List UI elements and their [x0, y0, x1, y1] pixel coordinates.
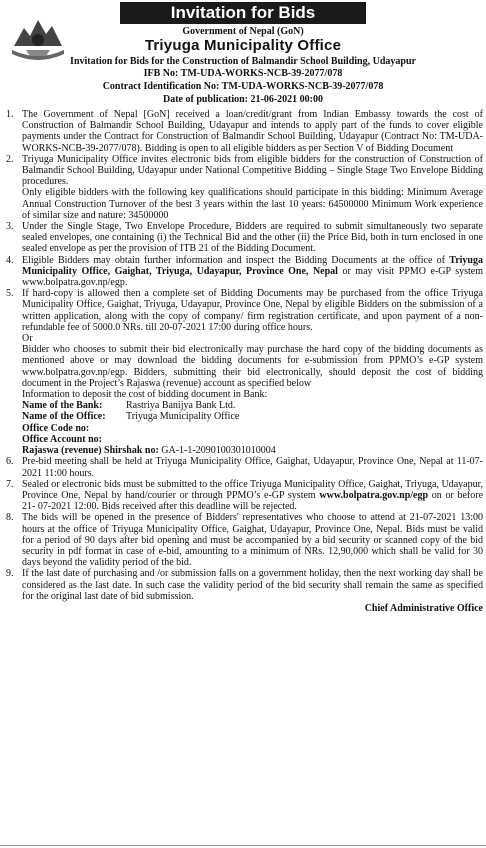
government-line: Government of Nepal (GoN) [182, 26, 304, 37]
item-number: 4. [6, 254, 14, 266]
item-text [22, 479, 483, 513]
item-number: 2. [6, 153, 14, 165]
list-item [6, 288, 483, 456]
list-item [6, 512, 483, 568]
subject-line: Invitation for Bids for the Construction of Balmandir School Building, Udayapur [70, 56, 416, 67]
item-text [22, 255, 483, 289]
item-text-part: on or before 21- 07-2021 12:00. Bids received after this deadline will be rejected. [22, 489, 484, 513]
item-text-part: or may visit PPMO e-GP system www.bolpatra.gov.np/egp. [22, 265, 483, 289]
item-number: 3. [6, 221, 14, 233]
bank-name-row [22, 400, 483, 411]
item-text: The bids will be opened in the presence of Bidders' representatives who choose to attend at 21-07-2021 13:00 hours at the office of Triyuga Municipality Office, Gaighat, Udayapur, Province One, Nepal. Bids must be valid for a period of 90 days after bid opening and must be accompanied by a bid security or scanned copy of the bid security in pdf format in case of e-bid, amounting to a minimum of NRs. 12,90,000 which shall be valid for 30 days beyond the validity period of the bid. [22, 512, 483, 569]
office-name-value: Triyuga Municipality Office [126, 411, 240, 423]
list-item [6, 109, 483, 154]
rajaswa-row [22, 445, 483, 456]
item-text: If hard-copy is allowed then a complete set of Bidding Documents may be purchased from the office Triyuga Municipality Office, Gaighat, Triyuga, Udayapur, Province One, Nepal by eligible Bidders on the submission of a written application, along with the copy of company/ firm registration certificate, and upon payment of a non- refundable fee of 5000.0 NRs. till 20-07-2021 17:00 during office hours. [22, 288, 483, 333]
list-item [6, 568, 483, 602]
list-item [6, 255, 483, 289]
rajaswa-value: GA-1-1-2090100301010004 [158, 445, 276, 457]
list-item [6, 221, 483, 255]
office-code-label: Office Code no: [22, 422, 90, 434]
office-address: Triyuga Municipality Office, Gaighat, Triyuga, Udayapur, Province One, Nepal [22, 254, 483, 277]
egp-link[interactable]: www.bolpatra.gov.np/egp [319, 489, 429, 501]
signature: Chief Administrative Office [364, 602, 483, 614]
bank-name-value: Rastriya Banijya Bank Ltd. [126, 400, 236, 412]
office-name-label: Name of the Office: [22, 411, 106, 423]
item-text: Under the Single Stage, Two Envelope Procedure, Bidders are required to submit simultaneously two separate sealed envelopes, one containing (i) the Technical Bid and the other (ii) the Price Bid, both in turn enclosed in one sealed envelope as per the provision of ITB 21 of the Bidding Document. [22, 221, 483, 255]
item-text-part: Sealed or electronic bids must be submitted to the office Triyuga Municipality Office, Gaighat, Triyuga, Udayapur, Province One, Nepal by hand/courier or through PPMO’s e-GP system [22, 478, 483, 501]
bank-info-heading: Information to deposit the cost of bidding document in Bank: [22, 389, 268, 401]
rajaswa-label: Rajaswa (revenue) Shirshak no: [22, 445, 159, 457]
list-item [6, 479, 483, 513]
notice-body [6, 109, 483, 614]
item-text-part: Eligible Bidders may obtain further information and inspect the Bidding Documents at the office of [22, 254, 450, 266]
contract-id: Contract Identification No: TM-UDA-WORKS-NCB-39-2077/078 [102, 81, 384, 92]
item-text: If the last date of purchasing and /or submission falls on a government holiday, then the next working day shall be considered as the last date. In such case the validity period of the bid security shall remain the same as specified for the original last date of bid submission. [22, 568, 483, 602]
ifb-number: IFB No: TM-UDA-WORKS-NCB-39-2077/078 [143, 68, 343, 79]
office-title: Triyuga Municipality Office [144, 37, 342, 54]
banner-title: Invitation for Bids [120, 2, 366, 24]
item-text: Bidder who chooses to submit their bid electronically may purchase the hard copy of the bidding documents as mentioned above or may download the bidding documents for e-submission from PPMO’s e-GP system www.bolpatra.gov.np/egp. Bidders, submitting their bid electronically, should deposit the cost of bidding document in the Project’s Rajaswa (revenue) account as specified below [22, 344, 483, 389]
item-number: 7. [6, 478, 14, 490]
item-number: 8. [6, 512, 14, 524]
item-text: Only eligible bidders with the following key qualifications should participate in this bidding: Minimum Average Annual Construction Turnover of the best 3 years within the last 10 years: 64500000 Minimum Work experience of similar size and nature: 34500000 [22, 187, 483, 221]
item-number: 5. [6, 288, 14, 300]
item-number: 9. [6, 568, 14, 580]
item-text: Triyuga Municipality Office invites electronic bids from eligible bidders for the construction of Construction of Balmandir School Building, Udayapur under National Competitive Bidding – Single Stage Two Envelope Bidding procedures. [22, 153, 483, 188]
bottom-divider [0, 845, 486, 846]
account-label: Office Account no: [22, 433, 102, 445]
item-text: The Government of Nepal [GoN] received a loan/credit/grant from Indian Embassy towards the cost of Construction of Balmandir School Building, Udayapur and intends to apply part of the funds to cover eligible payments under the Contract for Construction of Balmandir School Building, Udayapur (Contract No: TM-UDA- WORKS-NCB-39-2077/078). Bidding is open to all eligible bidders as per Section V of Bidding Document [22, 109, 483, 154]
item-number: 1. [6, 109, 14, 120]
list-item [6, 154, 483, 221]
list-item [6, 456, 483, 478]
item-text: Pre-bid meeting shall be held at Triyuga Municipality Office, Gaighat, Udayapur, Province One, Nepal at 11-07-2021 11:00 hours. [22, 456, 483, 479]
publication-date: Date of publication: 21-06-2021 00:00 [163, 94, 323, 105]
office-name-row [22, 411, 483, 422]
bank-name-label: Name of the Bank: [22, 400, 103, 412]
or-separator: Or [22, 333, 33, 345]
item-number: 6. [6, 456, 14, 468]
